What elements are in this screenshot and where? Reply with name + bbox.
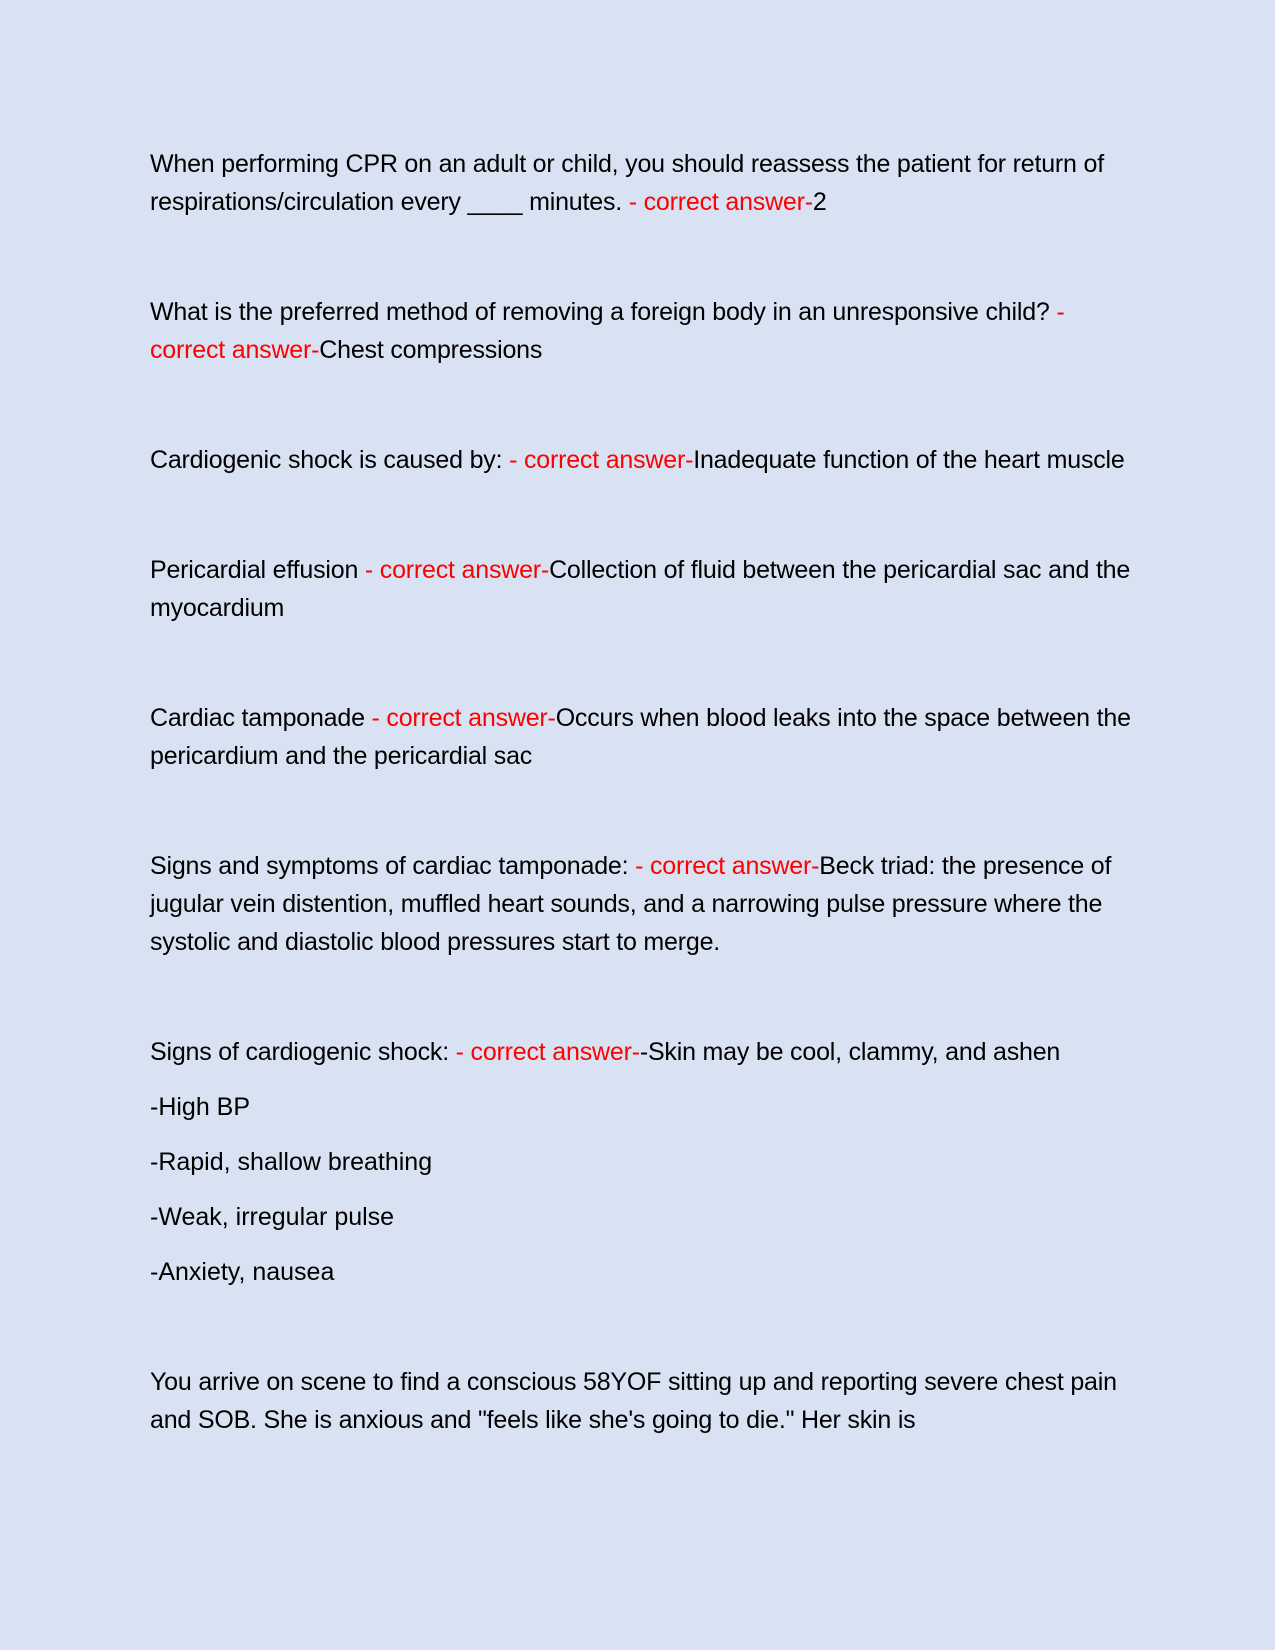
answer-text: Inadequate function of the heart muscle <box>693 446 1125 474</box>
qa-item-cardiogenic-shock-signs <box>150 1033 1140 1291</box>
correct-answer-marker: - correct answer- <box>364 704 556 732</box>
answer-text: Chest compressions <box>319 336 543 364</box>
answer-text: Beck triad: the presence of jugular vein distention, muffled heart sounds, and a narrowing pulse pressure where the systolic and diastolic blood pressures start to merge. <box>150 852 1112 956</box>
correct-answer-marker: - correct answer- <box>628 852 820 880</box>
question-text: When performing CPR on an adult or child, you should reassess the patient for return of respirations/circulation every ____ minutes. <box>150 150 1104 216</box>
qa-item-tamponade-signs <box>150 847 1140 961</box>
correct-answer-marker: - correct answer- <box>622 188 813 216</box>
qa-item-cardiac-tamponade <box>150 699 1140 775</box>
question-text: What is the preferred method of removing a foreign body in an unresponsive child? <box>150 298 1050 326</box>
qa-item-cardiogenic-shock-cause <box>150 441 1140 479</box>
qa-item-scenario <box>150 1363 1140 1439</box>
answer-text: Occurs when blood leaks into the space between the pericardium and the pericardial sac <box>150 704 1131 770</box>
question-text: You arrive on scene to find a conscious 58YOF sitting up and reporting severe chest pain and SOB. She is anxious and "feels like she's going to die." Her skin is <box>150 1368 1117 1434</box>
question-text: Cardiogenic shock is caused by: <box>150 446 503 474</box>
correct-answer-marker: - correct answer- <box>150 298 1065 364</box>
answer-text: Collection of fluid between the pericardial sac and the myocardium <box>150 556 1131 622</box>
answer-text: -Skin may be cool, clammy, and ashen <box>639 1038 1061 1066</box>
list-item: -Anxiety, nausea <box>150 1258 335 1286</box>
question-text: Signs of cardiogenic shock: <box>150 1038 449 1066</box>
question-text: Pericardial effusion <box>150 556 359 584</box>
correct-answer-marker: - correct answer- <box>448 1038 640 1066</box>
list-item: -Rapid, shallow breathing <box>150 1148 433 1176</box>
qa-first-line <box>150 1033 1140 1071</box>
question-text: Signs and symptoms of cardiac tamponade: <box>150 852 629 880</box>
document-page <box>150 145 1140 1439</box>
qa-item-pericardial-effusion <box>150 551 1140 627</box>
qa-item-cpr-reassess <box>150 145 1140 221</box>
question-text: Cardiac tamponade <box>150 704 365 732</box>
qa-item-foreign-body <box>150 293 1140 369</box>
correct-answer-marker: - correct answer- <box>358 556 550 584</box>
list-item: -Weak, irregular pulse <box>150 1203 395 1231</box>
correct-answer-marker: - correct answer- <box>502 446 694 474</box>
answer-text: 2 <box>812 188 827 216</box>
list-item: -High BP <box>150 1093 251 1121</box>
